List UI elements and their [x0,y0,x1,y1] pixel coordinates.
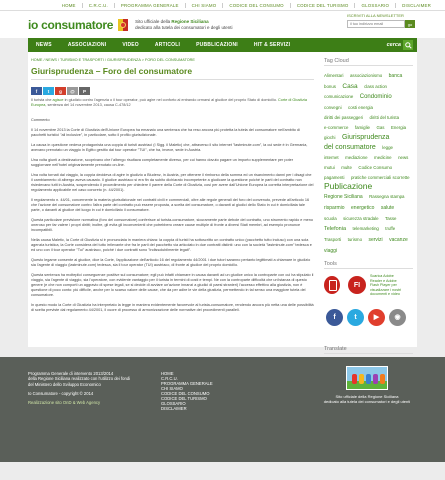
adobe-reader-icon[interactable] [324,276,340,294]
tag-link[interactable]: multe [341,165,352,170]
tag-link[interactable]: energetico [351,205,375,211]
search-label: cerca [386,42,401,48]
facebook-icon[interactable]: f [326,309,343,326]
article-paragraph: La causa in questione vedeva protagonista una coppia di turisti austriaci (I Sigg. il Maletic) che, attraverso il sito internet "lastminute.com", la cui sede è in Germania, avevano prenotato un viaggio in Egitto gestito dal tour operator "TUI", che ha, invece, sede in Austria. [31,143,308,152]
tools-title: Tools [324,261,413,269]
newsletter-label: ISCRIVITI ALLA NEWSLETTER [347,13,404,18]
article-paragraph: In questo modo la Corte di Giustizia ha interpretato la legge in maniera evidentemente favorevole al turista-consumatore, rendendo ancora più netta una delle possibilità di scelta previste dal regolamento 44/2001, il cuore di processo di armonizzazione delle normative dei procedimenti paralleli. [31,303,314,312]
tag-link[interactable]: Alimentari [324,73,344,78]
nav-item-articoli[interactable]: ARTICOLI [154,42,181,48]
footer-link[interactable]: CODICE DEL TURISMO [161,396,207,401]
tag-link[interactable]: Codice Consumo [358,165,393,170]
credit-link[interactable]: OnD & Web Agency [62,400,101,406]
nav-search[interactable] [387,40,413,50]
tag-link[interactable]: risparmio [324,205,345,211]
footer-line-1: Programma Generale di intervento 2013/2014 [28,371,114,376]
article-paragraph: Una volta tornati dal viaggio, la coppia decideva di agire in giudizio a Bludenz, in Austria, per ottenere il rimborso della somma ed un risarcimento danni per i disagi che il cambiamento di albergo aveva causato. Il giudice austriaco si era fin da subito dichiarato incompetente a giudicare la questione poiché le parti del contratto non risiedevano tutti in Austria, sospendendo il procedimento per chiedere il parere della Corte di Giustizia, così per avere dall'Unione Europea la corretta interpretazione del regolamento applicabile nel caso concreto (n. 44/2001). [31,173,314,192]
tag-link[interactable]: Publicazione [324,181,373,191]
tag-link[interactable]: Rassegna stampa [369,194,405,199]
newsletter-go-button[interactable]: go [405,20,415,28]
tag-link[interactable]: truffe [385,226,396,231]
article-paragraph: Il 14 novembre 2013 la Corte di Giustizia dell'Unione Europea ha emanato una sentenza che ha reso ancora più protetta la tutela del consumatore nell'ambito di pacchetti turistici "all inclusive", in particolare, sotto il profilo giurisdizionale. [31,128,300,137]
article-body [31,118,314,313]
header-desc-prefix: Sito ufficiale della [135,18,172,24]
tag-link[interactable]: pratiche commerciali scorrette [350,175,410,180]
search-icon[interactable] [403,40,413,50]
tag-link[interactable]: Telefonia [324,226,347,232]
youtube-icon[interactable]: ▶ [368,309,385,326]
intro-suffix: , sentenza del 14 novembre 2013, causa C-478/12 [45,103,131,107]
tag-link[interactable]: diritti del turista [369,115,400,120]
site-footer [0,357,445,462]
footer-link[interactable]: CODICE DEL CONSUMO [161,391,210,396]
tools-description: Scarica Adobe Reader e Adobe Flash Player per visualizzare i nostri documenti e video [370,274,402,296]
footer-region-box [317,366,417,404]
tag-link[interactable]: e-commerce [324,125,349,130]
nav-item-associazioni[interactable]: ASSOCIAZIONI [67,42,107,48]
tag-link[interactable]: servizi [368,237,383,243]
article-paragraph: Commento [31,118,50,122]
content-area [28,52,417,352]
tag-link[interactable]: sicurezza stradale [343,216,379,221]
google-plus-share-icon[interactable]: g [55,87,66,95]
tag-link[interactable]: convegni [324,105,342,110]
top-link-c-r-c-u[interactable]: C.R.C.U. [82,3,114,8]
logo-accent: consumatore [41,17,114,32]
tag-link[interactable]: viaggi [324,248,338,254]
twitter-icon[interactable]: t [347,309,364,326]
main-nav [28,38,417,52]
translate-title: Translate [324,346,413,354]
tag-link[interactable]: banca [388,73,403,79]
tools-row [324,274,413,297]
top-link-chi-siamo[interactable]: CHI SIAMO [185,3,223,8]
footer-credit [28,400,138,405]
social-links [326,309,413,326]
article-paragraph: Il regolamento n. 44/01, concernente la materia giurisdizionale nei contratti civili e commerciali, oltre alle regole generali del foro del convenuto, prevede all'articolo 16 che l'azione del consumatore contro l'altra parte del contratto può essere proposta, a scelta del consumatore, o davanti ai giudici dello Stato in cui è domiciliata tale parte, o davanti al giudice del luogo in cui è domiciliato il consumatore. [31,198,310,212]
footer-region-line-1: Sito ufficiale della Regione Siciliana [335,394,399,399]
children-illustration [346,366,388,390]
breadcrumb[interactable]: HOME / NEWS / TURISMO E TRASPORTI / GIURISPRUDENZA > FORO DEL CONSUMATORE [31,58,195,62]
site-header [0,11,445,38]
logo-main: io [28,17,42,32]
share-buttons [31,87,314,95]
tag-link[interactable]: vacanze [389,237,408,243]
sidebar [318,58,417,352]
site-logo[interactable] [28,18,113,32]
top-link-home[interactable]: HOME [61,2,76,8]
nav-item-hit-servizi[interactable]: HIT & SERVIZI [253,42,291,48]
top-link-glossario[interactable]: GLOSSARIO [354,3,395,8]
top-links-bar [0,0,445,11]
tag-link[interactable]: del consumatore [324,144,376,151]
article-paragraph: Nella causa Maletic, la Corte di Giustizia si è pronunciata in maniera chiara: la coppia di turisti ha sottoscritto un contratto unico (pacchetto tutto incluso) con una sola agenzia turistica, la Corte considera del tutto irrilevante che fra le parti del pacchetto via articolato in due contratti distinti: uno con la società "lastminute.com" tedesca e ed uno con il tour operator "Tui" austriaco, poiché i due contratti sono "indissolubilmente legati". [31,238,312,252]
article-paragraph: Questa sentenza ha molteplici conseguenze positive sul consumatore; egli può infatti chiamare in causa davanti ad un giudice unico la controparte con cui ha stipulato il viaggio, sia l'agente di viaggio, sia l'operatore, con evidente vantaggio per il turista in termini di costi e tempi. Ne con la controparte difficoltà che un'istanza di questo genere (e che non comporti un aggravio di spese legali, se si decide di avviare un'azione innanzi a giudici di paesi stranieri) l'accesso effettivo alla giustizia, non è questione di poco conto: più difficile, anche per lo scarso valore delle cause, che da per adire le vie della giustizia, permettendo in tal senso una maggiore tutela del consumatore. [31,273,314,297]
article-paragraph: Questa particolare previsione normativa (foro del consumatore) conferisce al turista-consumatore, sicuramente parte debole del contratto, uno strumento rapido e meno oneroso per far valere i propri diritti; inoltre, gli evita gli inconvenienti che potrebbero creare cause multiple di fronte a diversi Stati membri, ad esempio pronunce incompatibili. [31,218,313,232]
tag-link[interactable]: associazionismo [349,73,383,78]
tag-link[interactable]: Energia [390,125,407,130]
tag-link[interactable]: internet [324,155,339,160]
footer-link[interactable]: CHI SIAMO [161,386,183,391]
tag-link[interactable]: Tasse [385,216,397,221]
credit-prefix: Realizzazione sito [28,400,63,406]
region-emblem-icon [118,19,128,31]
tag-link[interactable]: bonus [324,84,336,89]
footer-copyright: Io Consumatore - copyright © 2014 [28,390,94,396]
header-description [135,19,245,31]
tag-link[interactable]: costi energia [348,105,373,110]
tag-link[interactable]: giochi [324,135,336,140]
facebook-share-icon[interactable]: f [31,87,42,95]
tag-link[interactable]: telemarketing [352,226,379,231]
top-link-disclaimer[interactable]: DISCLAIMER [395,3,437,8]
newsletter-email-input[interactable] [347,20,405,28]
tag-link[interactable]: Casa [342,83,358,90]
article-paragraph: Una volta giunti a destinazione, scoprivano che l'albergo risultava completamente diverso, per cui hanno dovuto pagare un importo supplementare per poter soggiornare nell'hotel originariamente prenotato on-line. [31,158,294,167]
twitter-share-icon[interactable]: t [43,87,54,95]
footer-link[interactable]: HOME [161,371,174,376]
tag-link[interactable]: mutui [324,165,335,170]
tag-link[interactable]: salute [380,205,395,211]
top-link-codice-del-consumo[interactable]: CODICE DEL CONSUMO [222,3,289,8]
tag-link[interactable]: Giurisprudenza [341,134,390,141]
intro-mid: in giudizio contro l'agenzia o il tour operator, può agire nel conforto al entrando ormarsi al giudice del proprio Stato di domicilio. [63,98,279,102]
footer-line-2: della Regione Siciliana realizzato con l'utilizzo dei fondi [28,376,131,382]
header-desc-suffix: dedicato alla tutela dei consumatori e degli utenti [135,24,233,30]
tag-link[interactable]: comunicazione [324,94,354,99]
tag-link[interactable]: class action [364,84,388,89]
top-link-programma-generale[interactable]: PROGRAMMA GENERALE [114,3,185,8]
email-share-icon[interactable]: @ [67,87,78,95]
tag-link[interactable]: Gas [376,125,385,130]
top-link-codice-del-turismo[interactable]: CODICE DEL TURISMO [290,3,355,8]
tag-link[interactable]: famiglie [354,125,370,130]
footer-region-line-2: dedicato alla tutela dei consumatori e degli utenti [323,399,411,404]
newsletter-box [347,13,417,28]
article-column [28,58,318,347]
nav-item-pubblicazioni[interactable]: PUBBLICAZIONI [196,42,238,48]
rss-icon[interactable]: ◉ [389,309,406,326]
nav-item-video[interactable]: VIDEO [122,42,139,48]
tag-cloud [324,69,413,255]
footer-line-3: del Ministero dello Sviluppo Economico [28,381,101,387]
nav-item-news[interactable]: NEWS [36,42,52,48]
tag-link[interactable]: diritti dei passeggeri [324,115,364,120]
print-icon[interactable]: P [79,87,90,95]
tag-link[interactable]: legge [382,145,393,150]
footer-links [161,371,213,411]
intro-link-agisce[interactable]: agisce [52,98,64,102]
intro-link-corte[interactable]: Corte di Giustizia Europea [31,98,307,107]
tag-link[interactable]: pagamenti [324,175,345,180]
tagcloud-title: Tag Cloud [324,58,413,66]
tag-link[interactable]: scuola [324,216,337,221]
article-intro [31,98,314,108]
tag-link[interactable]: Trasporti [324,237,342,242]
tag-link[interactable]: Regione Siciliana [324,194,363,200]
page-title: Giurisprudenza – Foro del consumatore [31,66,314,80]
footer-link[interactable]: DISCLAIMER [161,406,187,411]
flash-player-icon[interactable]: FI [348,276,366,294]
tag-link[interactable]: mediazione [345,155,368,160]
tag-link[interactable]: medicine [374,155,392,160]
header-desc-region: Regione Siciliana [171,18,209,24]
tag-link[interactable]: turismo [347,237,363,242]
article-paragraph: Questo legame consente al giudice, dice la Corte, l'applicazione dell'articolo 16 del regolamento 44/2001 i due tutori saranno pertanto legittimati a chiamare in giudizio sia l'agente di viaggio (lastminute.com) tedesca, sia il tour operator (TUI) austriaco, di fronte al giudice del proprio domicilio. [31,258,311,267]
footer-link[interactable]: GLOSSARIO [161,401,186,406]
footer-region-desc [317,394,417,404]
footer-link[interactable]: C.R.C.U. [161,376,178,381]
tag-link[interactable]: Condominio [359,94,392,100]
tag-link[interactable]: news [398,155,409,160]
footer-info [28,371,138,405]
intro-prefix: Il turista che [31,98,53,102]
footer-link[interactable]: PROGRAMMA GENERALE [161,381,213,386]
